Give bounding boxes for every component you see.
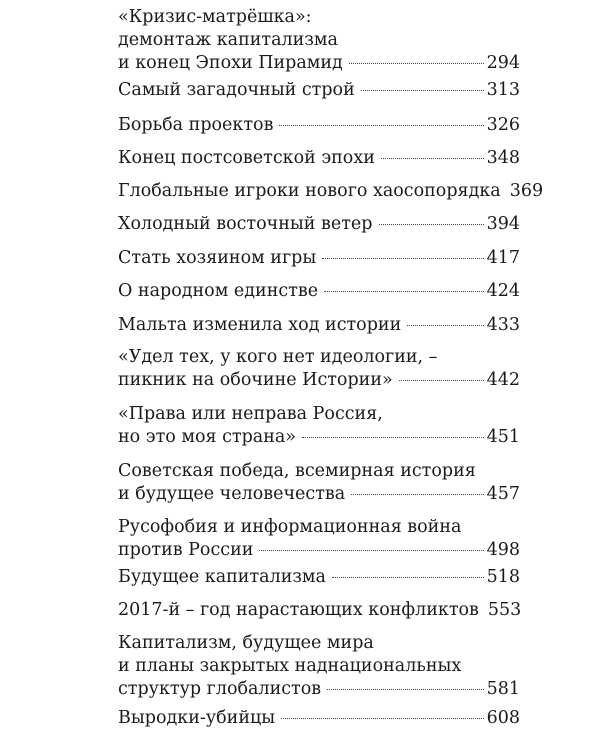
toc-entry[interactable] [118,280,520,303]
page-number: 313 [486,80,520,100]
dot-leader [281,717,483,719]
entry-title-line: Выродки-убийцы [118,708,276,728]
dot-leader [379,223,484,225]
dot-leader [351,493,483,495]
entry-title-line: и планы закрытых наднациональных [118,656,462,676]
dot-leader [407,324,483,326]
entry-title-line: Русофобия и информационная война [118,517,462,537]
page-number: 457 [486,484,520,504]
page-number: 326 [486,115,520,135]
dot-leader [259,549,483,551]
dot-leader [361,89,484,91]
dot-leader [349,62,484,64]
toc-entry[interactable] [118,79,520,102]
toc-entry[interactable] [118,213,520,236]
page-number: 451 [486,427,520,447]
toc-entry[interactable] [118,147,520,170]
toc-entry[interactable] [118,180,544,203]
entry-title-line: О народном единстве [118,281,319,301]
page-number: 424 [486,281,520,301]
toc-entry[interactable] [118,403,520,449]
dot-leader [279,124,483,126]
entry-title-line: пикник на обочине Истории» [118,370,393,390]
toc-entry[interactable] [118,114,520,137]
toc-entry[interactable] [118,247,520,270]
dot-leader [302,436,484,438]
entry-title-line: «Права или неправа Россия, [118,404,383,424]
entry-title-line: Самый загадочный строй [118,80,355,100]
entry-title-line: 2017-й – год нарастающих конфликтов [118,600,479,620]
page-number: 348 [486,148,520,168]
entry-title-line: Холодный восточный ветер [118,214,373,234]
dot-leader [381,157,484,159]
page-number: 369 [509,181,544,201]
toc-entry[interactable] [118,6,520,75]
entry-title-line: Глобальные игроки нового хаосопорядка [118,181,501,201]
entry-title-line: Мальта изменила ход истории [118,315,402,335]
page-number: 433 [486,315,520,335]
toc-entry[interactable] [118,314,520,337]
entry-title-line: «Удел тех, у кого нет идеологии, – [118,347,438,367]
entry-title-line: Советская победа, всемирная история [118,461,476,481]
dot-leader [322,257,483,259]
dot-leader [327,688,483,690]
entry-title-line: Стать хозяином игры [118,248,317,268]
entry-title-line: Конец постсоветской эпохи [118,148,375,168]
page-number: 553 [487,600,522,620]
page-number: 518 [486,567,520,587]
page-number: 394 [486,214,520,234]
entry-title-line: демонтаж капитализма [118,30,338,50]
dot-leader [332,576,484,578]
page-number: 417 [486,248,520,268]
page-number: 498 [486,540,520,560]
page-number: 608 [486,708,520,728]
toc-entry[interactable] [118,632,520,701]
toc-entry[interactable] [118,599,520,622]
entry-title-line: но это моя страна» [118,427,297,447]
entry-title-line: и будущее человечества [118,484,346,504]
dot-leader [324,290,484,292]
dot-leader [399,379,484,381]
entry-title-line: и конец Эпохи Пирамид [118,53,343,73]
page-number: 442 [486,370,520,390]
page-number: 581 [486,679,520,699]
toc-entry[interactable] [118,707,520,730]
entry-title-line: Капитализм, будущее мира [118,633,374,653]
entry-title-line: «Кризис-матрёшка»: [118,7,312,27]
entry-title-line: структур глобалистов [118,679,322,699]
entry-title-line: Будущее капитализма [118,567,326,587]
toc-entry[interactable] [118,460,520,506]
toc-entry[interactable] [118,346,520,392]
page-number: 294 [486,53,520,73]
toc-entry[interactable] [118,516,520,562]
toc-entry[interactable] [118,566,520,589]
entry-title-line: против России [118,540,254,560]
entry-title-line: Борьба проектов [118,115,274,135]
